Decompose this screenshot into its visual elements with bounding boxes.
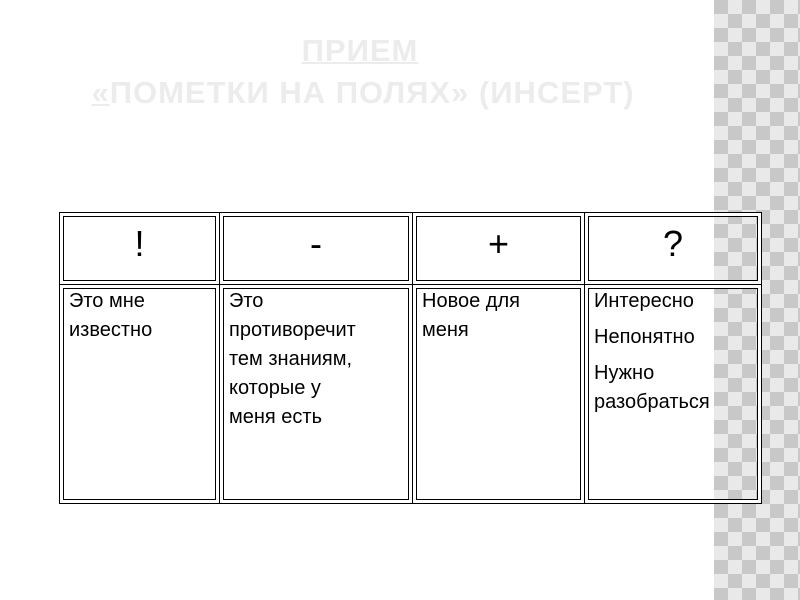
- header-plus: +: [413, 213, 585, 285]
- cell-text-line: противоречит: [229, 319, 356, 341]
- slide-title-line-2-text: ПОМЕТКИ НА ПОЛЯХ» (ИНСЕРТ): [109, 75, 635, 110]
- header-minus: -: [220, 213, 413, 285]
- cell-questions: [585, 285, 762, 504]
- insert-table: [59, 212, 762, 504]
- cell-text-line: меня: [422, 319, 469, 341]
- slide-title-line-2: [40, 72, 680, 114]
- cell-text-line: Нужно: [594, 362, 655, 384]
- header-question: ?: [585, 213, 762, 285]
- slide-title-line-1: ПРИЕМ: [301, 33, 419, 68]
- slide-title-open-quote: «: [91, 75, 110, 110]
- slide-title: [40, 30, 680, 114]
- cell-contradicts: [220, 285, 413, 504]
- cell-text-line: тем знаниям,: [229, 348, 353, 370]
- cell-text-line: Новое для: [422, 290, 520, 312]
- cell-text-line: Интересно: [594, 290, 694, 312]
- table-body-row: [60, 285, 762, 504]
- cell-text-line: известно: [69, 319, 153, 341]
- cell-text-line: Это: [229, 290, 264, 312]
- cell-text-line: которые у: [229, 377, 321, 399]
- cell-known: [60, 285, 220, 504]
- cell-new: [413, 285, 585, 504]
- cell-text-line: Непонятно: [594, 326, 695, 348]
- cell-text-line: меня есть: [229, 406, 323, 428]
- header-exclamation: !: [60, 213, 220, 285]
- cell-text-line: Это мне: [69, 290, 145, 312]
- cell-text-line: разобраться: [594, 391, 710, 413]
- table-header-row: [60, 213, 762, 285]
